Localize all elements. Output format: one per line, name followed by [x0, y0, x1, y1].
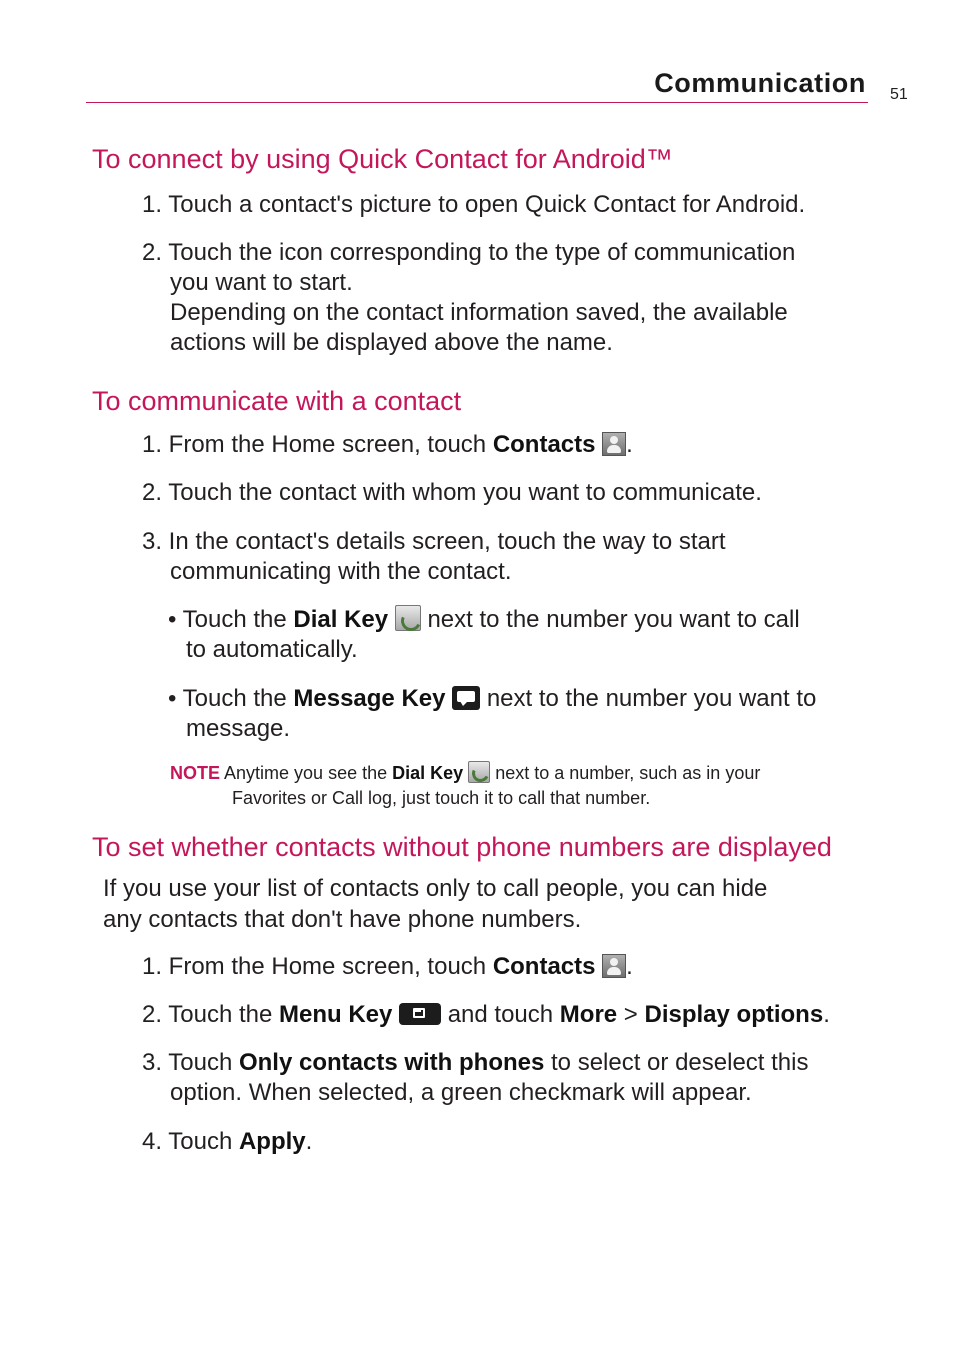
quick-contact-step-2-line-3: Depending on the contact information saved, the available	[170, 299, 788, 326]
contacts-icon	[602, 432, 626, 456]
dial-key-label: Dial Key	[293, 606, 389, 633]
message-key-label: Message Key	[293, 685, 446, 712]
quick-contact-step-2-line-1: 2. Touch the icon corresponding to the type of communication	[142, 239, 796, 266]
bullet-dial-key	[168, 605, 800, 635]
display-step-3-line-2: option. When selected, a green checkmark will appear.	[170, 1079, 752, 1106]
quick-contact-step-2-line-2: you want to start.	[170, 269, 353, 296]
step-text: 3. Touch	[142, 1049, 239, 1076]
communicate-step-2: 2. Touch the contact with whom you want to communicate.	[142, 479, 762, 506]
more-label: More	[559, 1001, 618, 1028]
menu-key-label: Menu Key	[279, 1001, 393, 1028]
section-heading-communicate: To communicate with a contact	[92, 386, 462, 416]
note-line-2: Favorites or Call log, just touch it to call that number.	[232, 788, 651, 808]
step-text: 1. From the Home screen, touch	[142, 953, 493, 980]
separator: >	[617, 1001, 645, 1028]
contacts-label: Contacts	[492, 431, 596, 458]
display-options-label: Display options	[644, 1001, 824, 1028]
bullet-dial-key-line-2: to automatically.	[186, 636, 358, 663]
note-label: NOTE	[170, 763, 221, 783]
note-text-end: next to a number, such as in your	[490, 763, 761, 783]
step-text-end: .	[626, 431, 633, 458]
bullet-text: • Touch the	[168, 606, 294, 633]
header-title: Communication	[654, 68, 866, 98]
contacts-icon	[602, 954, 626, 978]
contacts-label: Contacts	[492, 953, 596, 980]
step-text-end: .	[626, 953, 633, 980]
dial-key-label: Dial Key	[392, 763, 464, 783]
quick-contact-step-1: 1. Touch a contact's picture to open Quick Contact for Android.	[142, 191, 806, 218]
apply-label: Apply	[238, 1128, 306, 1155]
menu-key-icon	[399, 1003, 441, 1025]
display-step-4	[142, 1127, 312, 1157]
communicate-step-1	[142, 430, 633, 460]
phone-icon	[395, 605, 421, 631]
only-contacts-label: Only contacts with phones	[238, 1049, 545, 1076]
step-text: 2. Touch the	[142, 1001, 279, 1028]
header-rule	[86, 102, 868, 103]
display-intro-line-1: If you use your list of contacts only to call people, you can hide	[103, 875, 768, 902]
step-text-end: to select or deselect this	[544, 1049, 809, 1076]
step-text: 4. Touch	[142, 1128, 239, 1155]
page-number: 51	[890, 86, 908, 103]
note	[170, 761, 760, 786]
message-icon	[452, 686, 480, 710]
bullet-text-end: next to the number you want to call	[420, 606, 800, 633]
display-intro-line-2: any contacts that don't have phone numbers.	[103, 906, 582, 933]
step-text-end: .	[823, 1001, 830, 1028]
bullet-text-end: next to the number you want to	[480, 685, 817, 712]
communicate-step-3-line-1: 3. In the contact's details screen, touch the way to start	[142, 528, 726, 555]
display-step-1	[142, 952, 633, 982]
bullet-text: • Touch the	[168, 685, 294, 712]
bullet-message-key	[168, 684, 816, 714]
step-text-mid: and touch	[441, 1001, 560, 1028]
bullet-message-key-line-2: message.	[186, 715, 291, 742]
section-heading-display-contacts: To set whether contacts without phone numbers are displayed	[92, 832, 832, 862]
display-step-3	[142, 1048, 808, 1078]
step-text-end: .	[305, 1128, 313, 1155]
phone-icon	[468, 761, 490, 783]
quick-contact-step-2-line-4: actions will be displayed above the name.	[170, 329, 613, 356]
step-text: 1. From the Home screen, touch	[142, 431, 493, 458]
display-step-2	[142, 1000, 830, 1030]
communicate-step-3-line-2: communicating with the contact.	[170, 558, 512, 585]
note-text: Anytime you see the	[220, 763, 393, 783]
section-heading-quick-contact: To connect by using Quick Contact for Android™	[92, 144, 673, 174]
